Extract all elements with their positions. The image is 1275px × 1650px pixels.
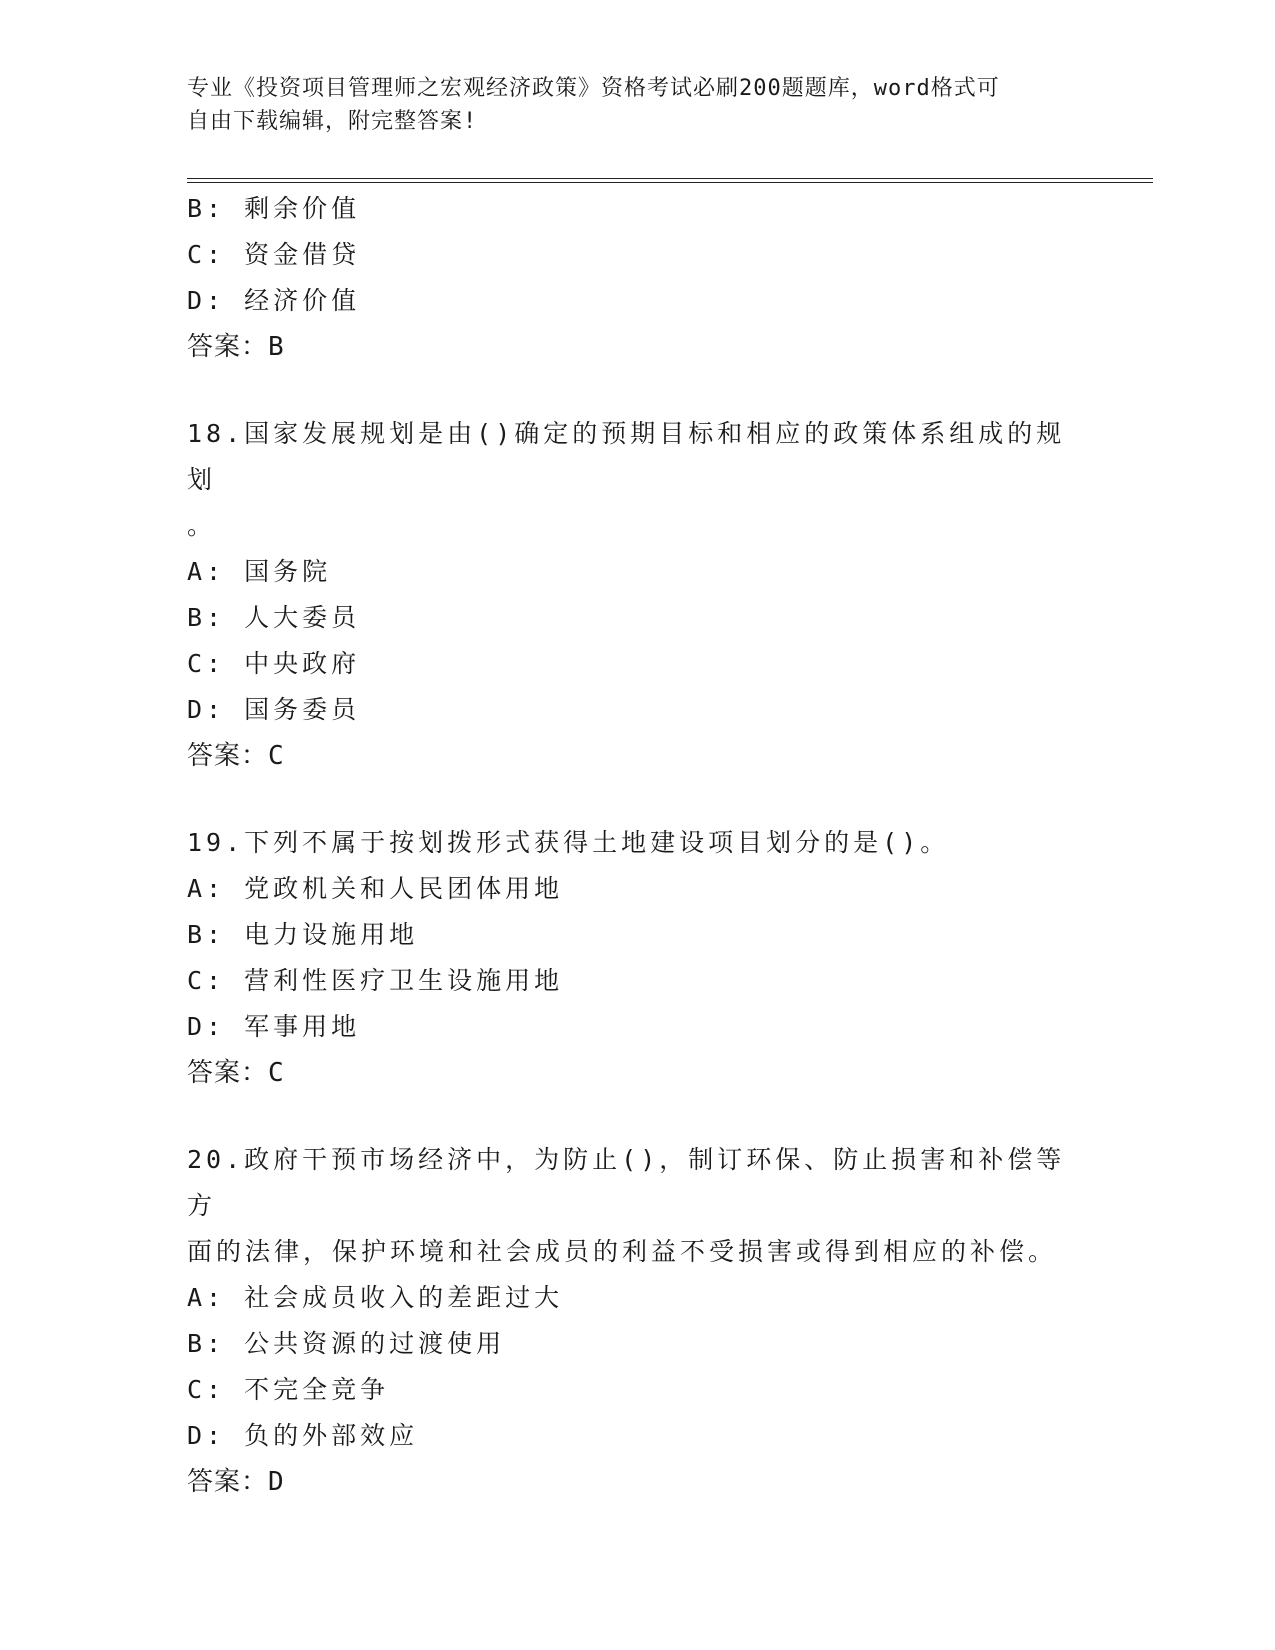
header-line-2: 自由下载编辑，附完整答案! [187, 109, 478, 134]
option-c: C: 不完全竞争 [187, 1375, 390, 1404]
question-stem: 18.国家发展规划是由()确定的预期目标和相应的政策体系组成的规划 。 [187, 419, 1066, 540]
option-b: B: 人大委员 [187, 603, 361, 632]
option-c: C: 营利性医疗卫生设施用地 [187, 966, 564, 995]
question-stem: 19.下列不属于按划拨形式获得土地建设项目划分的是()。 [187, 828, 950, 857]
question-19 [187, 820, 1087, 1096]
option-b: B: 公共资源的过渡使用 [187, 1329, 506, 1358]
option-c: C: 资金借贷 [187, 240, 361, 269]
answer-line: 答案：C [187, 741, 285, 771]
option-a: A: 社会成员收入的差距过大 [187, 1283, 564, 1312]
option-b: B: 电力设施用地 [187, 920, 419, 949]
answer-line: 答案：D [187, 1467, 285, 1497]
option-d: D: 经济价值 [187, 286, 361, 315]
question-list [187, 186, 1087, 1505]
option-d: D: 国务委员 [187, 695, 361, 724]
option-b: B: 剩余价值 [187, 194, 361, 223]
option-a: A: 国务院 [187, 557, 332, 586]
question-20 [187, 1137, 1087, 1505]
page-header [187, 72, 1067, 138]
header-line-1: 专业《投资项目管理师之宏观经济政策》资格考试必刷200题题库，word格式可 [187, 76, 1000, 101]
question-stem: 20.政府干预市场经济中，为防止()，制订环保、防止损害和补偿等方 面的法律，保护环境和社会成员的利益不受损害或得到相应的补偿。 [187, 1145, 1066, 1266]
option-c: C: 中央政府 [187, 649, 361, 678]
question-18 [187, 411, 1087, 779]
option-d: D: 军事用地 [187, 1012, 361, 1041]
header-double-rule [187, 178, 1153, 183]
answer-line: 答案：C [187, 1058, 285, 1088]
answer-line: 答案：B [187, 332, 285, 362]
option-a: A: 党政机关和人民团体用地 [187, 874, 564, 903]
option-d: D: 负的外部效应 [187, 1421, 419, 1450]
prev-question-block [187, 186, 1087, 370]
